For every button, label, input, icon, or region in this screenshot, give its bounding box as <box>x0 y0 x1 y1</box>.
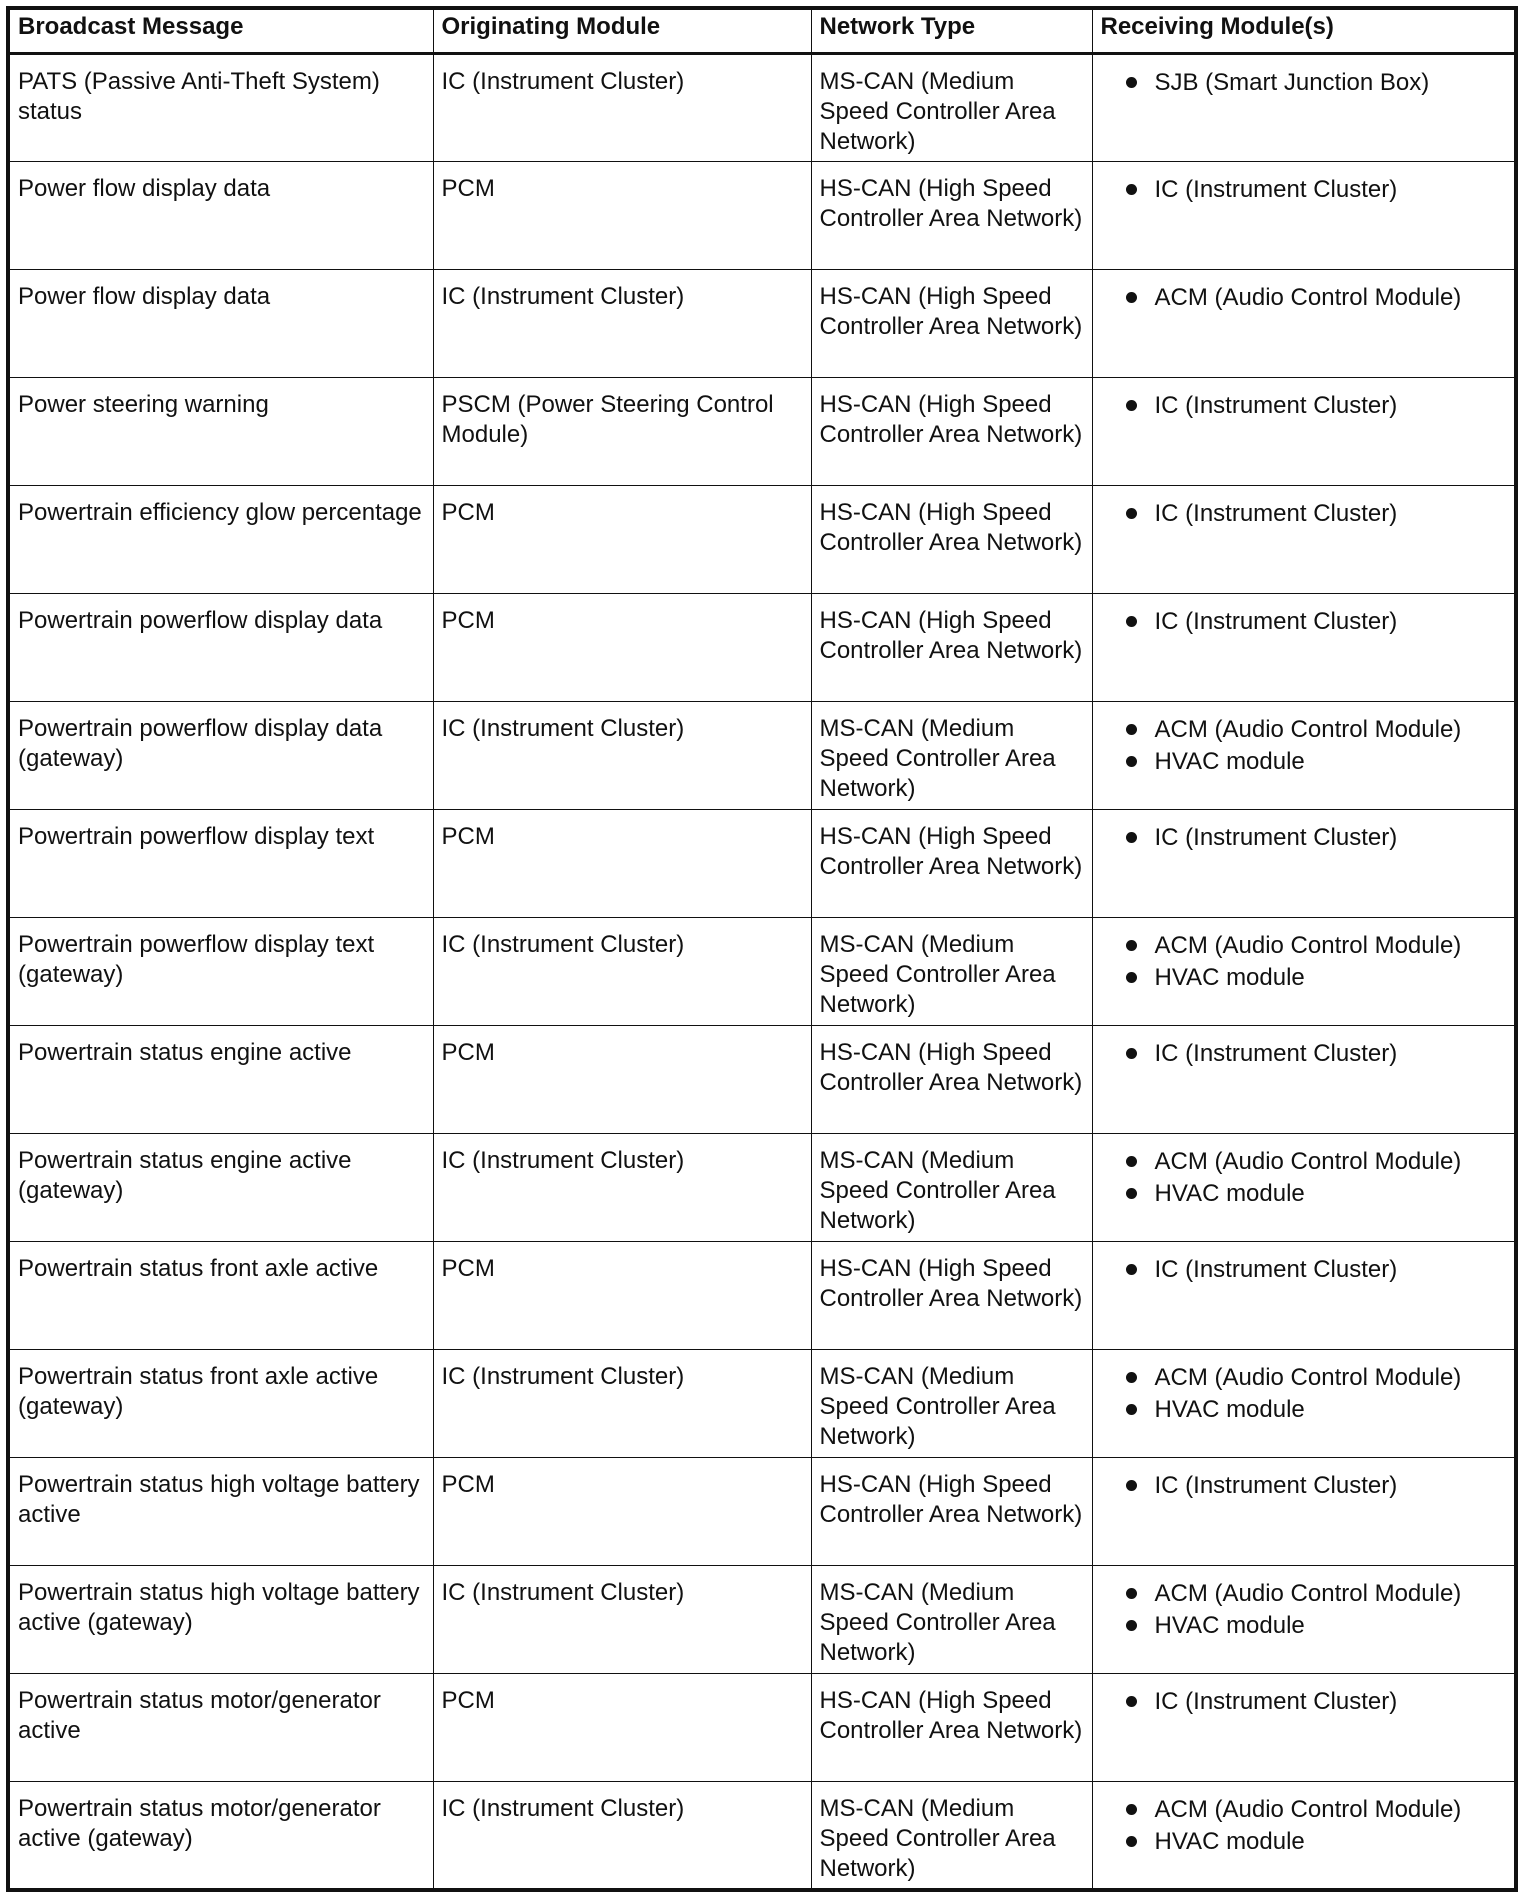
header-originating-module: Originating Module <box>433 8 811 54</box>
cell-broadcast-message: Power flow display data <box>8 162 433 270</box>
cell-broadcast-message: Powertrain status engine active <box>8 1026 433 1134</box>
cell-network-type: HS-CAN (High Speed Controller Area Network) <box>811 1674 1092 1782</box>
cell-network-type: HS-CAN (High Speed Controller Area Network) <box>811 162 1092 270</box>
table-row <box>8 162 1516 270</box>
receiver-list <box>1101 1578 1507 1642</box>
table-header-row <box>8 8 1516 54</box>
cell-broadcast-message: PATS (Passive Anti-Theft System) status <box>8 54 433 162</box>
receiver-item: ACM (Audio Control Module) <box>1123 1578 1507 1610</box>
cell-receiving-modules <box>1092 270 1516 378</box>
cell-receiving-modules <box>1092 1026 1516 1134</box>
receiver-item: IC (Instrument Cluster) <box>1123 606 1507 638</box>
cell-receiving-modules <box>1092 918 1516 1026</box>
cell-originating-module: PCM <box>433 810 811 918</box>
cell-originating-module: PCM <box>433 1674 811 1782</box>
receiver-list <box>1101 606 1507 638</box>
cell-originating-module: IC (Instrument Cluster) <box>433 1350 811 1458</box>
cell-broadcast-message: Powertrain status high voltage battery active (gateway) <box>8 1566 433 1674</box>
receiver-item: ACM (Audio Control Module) <box>1123 1794 1507 1826</box>
receiver-list <box>1101 822 1507 854</box>
cell-originating-module: PCM <box>433 594 811 702</box>
cell-broadcast-message: Powertrain efficiency glow percentage <box>8 486 433 594</box>
cell-network-type: HS-CAN (High Speed Controller Area Network) <box>811 1458 1092 1566</box>
table-row <box>8 1242 1516 1350</box>
receiver-item: HVAC module <box>1123 746 1507 778</box>
receiver-list <box>1101 1038 1507 1070</box>
table-row <box>8 1782 1516 1890</box>
cell-network-type: MS-CAN (Medium Speed Controller Area Network) <box>811 1566 1092 1674</box>
cell-originating-module: PCM <box>433 1026 811 1134</box>
cell-network-type: HS-CAN (High Speed Controller Area Network) <box>811 378 1092 486</box>
cell-originating-module: PCM <box>433 1242 811 1350</box>
cell-receiving-modules <box>1092 378 1516 486</box>
table-row <box>8 918 1516 1026</box>
cell-originating-module: PCM <box>433 1458 811 1566</box>
cell-broadcast-message: Powertrain status motor/generator active (gateway) <box>8 1782 433 1890</box>
cell-broadcast-message: Powertrain powerflow display text <box>8 810 433 918</box>
cell-network-type: HS-CAN (High Speed Controller Area Network) <box>811 486 1092 594</box>
receiver-item: IC (Instrument Cluster) <box>1123 1254 1507 1286</box>
receiver-list <box>1101 1686 1507 1718</box>
cell-receiving-modules <box>1092 594 1516 702</box>
receiver-item: ACM (Audio Control Module) <box>1123 1362 1507 1394</box>
cell-receiving-modules <box>1092 1458 1516 1566</box>
cell-receiving-modules <box>1092 810 1516 918</box>
cell-originating-module: IC (Instrument Cluster) <box>433 1566 811 1674</box>
cell-originating-module: PCM <box>433 486 811 594</box>
receiver-item: ACM (Audio Control Module) <box>1123 930 1507 962</box>
cell-originating-module: IC (Instrument Cluster) <box>433 702 811 810</box>
receiver-list <box>1101 174 1507 206</box>
cell-receiving-modules <box>1092 1134 1516 1242</box>
cell-broadcast-message: Powertrain powerflow display data <box>8 594 433 702</box>
receiver-list <box>1101 1362 1507 1426</box>
cell-broadcast-message: Powertrain status front axle active <box>8 1242 433 1350</box>
receiver-item: IC (Instrument Cluster) <box>1123 1470 1507 1502</box>
cell-broadcast-message: Powertrain status high voltage battery active <box>8 1458 433 1566</box>
cell-originating-module: IC (Instrument Cluster) <box>433 1782 811 1890</box>
cell-network-type: HS-CAN (High Speed Controller Area Network) <box>811 270 1092 378</box>
receiver-item: HVAC module <box>1123 1178 1507 1210</box>
broadcast-message-table <box>6 6 1518 1892</box>
table-row <box>8 594 1516 702</box>
cell-originating-module: IC (Instrument Cluster) <box>433 270 811 378</box>
receiver-list <box>1101 1794 1507 1858</box>
receiver-item: ACM (Audio Control Module) <box>1123 282 1507 314</box>
table-row <box>8 270 1516 378</box>
cell-originating-module: PCM <box>433 162 811 270</box>
cell-receiving-modules <box>1092 1674 1516 1782</box>
cell-broadcast-message: Powertrain powerflow display data (gateway) <box>8 702 433 810</box>
cell-broadcast-message: Powertrain status front axle active (gateway) <box>8 1350 433 1458</box>
table-row <box>8 1674 1516 1782</box>
header-broadcast-message: Broadcast Message <box>8 8 433 54</box>
header-receiving-modules: Receiving Module(s) <box>1092 8 1516 54</box>
receiver-item: IC (Instrument Cluster) <box>1123 822 1507 854</box>
receiver-item: IC (Instrument Cluster) <box>1123 498 1507 530</box>
cell-originating-module: IC (Instrument Cluster) <box>433 54 811 162</box>
cell-receiving-modules <box>1092 1242 1516 1350</box>
cell-receiving-modules <box>1092 486 1516 594</box>
cell-receiving-modules <box>1092 1566 1516 1674</box>
receiver-item: SJB (Smart Junction Box) <box>1123 67 1507 99</box>
cell-network-type: MS-CAN (Medium Speed Controller Area Network) <box>811 702 1092 810</box>
receiver-item: IC (Instrument Cluster) <box>1123 1686 1507 1718</box>
table-row <box>8 486 1516 594</box>
cell-broadcast-message: Powertrain status engine active (gateway) <box>8 1134 433 1242</box>
cell-receiving-modules <box>1092 54 1516 162</box>
receiver-item: IC (Instrument Cluster) <box>1123 174 1507 206</box>
cell-network-type: HS-CAN (High Speed Controller Area Network) <box>811 1026 1092 1134</box>
receiver-list <box>1101 1470 1507 1502</box>
table-row <box>8 54 1516 162</box>
table-row <box>8 1566 1516 1674</box>
table-row <box>8 810 1516 918</box>
receiver-list <box>1101 1254 1507 1286</box>
table-row <box>8 378 1516 486</box>
table-row <box>8 1350 1516 1458</box>
receiver-item: HVAC module <box>1123 1610 1507 1642</box>
table-body <box>8 54 1516 1890</box>
header-network-type: Network Type <box>811 8 1092 54</box>
cell-network-type: MS-CAN (Medium Speed Controller Area Network) <box>811 1782 1092 1890</box>
receiver-item: HVAC module <box>1123 1826 1507 1858</box>
table-row <box>8 1458 1516 1566</box>
cell-network-type: HS-CAN (High Speed Controller Area Network) <box>811 810 1092 918</box>
receiver-list <box>1101 930 1507 994</box>
receiver-item: HVAC module <box>1123 962 1507 994</box>
cell-network-type: MS-CAN (Medium Speed Controller Area Network) <box>811 1134 1092 1242</box>
receiver-item: ACM (Audio Control Module) <box>1123 714 1507 746</box>
cell-originating-module: PSCM (Power Steering Control Module) <box>433 378 811 486</box>
receiver-item: IC (Instrument Cluster) <box>1123 1038 1507 1070</box>
cell-broadcast-message: Power steering warning <box>8 378 433 486</box>
cell-network-type: MS-CAN (Medium Speed Controller Area Network) <box>811 54 1092 162</box>
cell-broadcast-message: Power flow display data <box>8 270 433 378</box>
cell-network-type: HS-CAN (High Speed Controller Area Network) <box>811 594 1092 702</box>
receiver-list <box>1101 714 1507 778</box>
table-row <box>8 1026 1516 1134</box>
cell-originating-module: IC (Instrument Cluster) <box>433 1134 811 1242</box>
receiver-list <box>1101 390 1507 422</box>
receiver-item: HVAC module <box>1123 1394 1507 1426</box>
receiver-list <box>1101 67 1507 99</box>
cell-receiving-modules <box>1092 162 1516 270</box>
receiver-list <box>1101 1146 1507 1210</box>
cell-network-type: MS-CAN (Medium Speed Controller Area Network) <box>811 918 1092 1026</box>
cell-network-type: HS-CAN (High Speed Controller Area Network) <box>811 1242 1092 1350</box>
cell-receiving-modules <box>1092 1350 1516 1458</box>
cell-originating-module: IC (Instrument Cluster) <box>433 918 811 1026</box>
receiver-list <box>1101 498 1507 530</box>
receiver-list <box>1101 282 1507 314</box>
receiver-item: ACM (Audio Control Module) <box>1123 1146 1507 1178</box>
cell-broadcast-message: Powertrain status motor/generator active <box>8 1674 433 1782</box>
table-row <box>8 702 1516 810</box>
table-row <box>8 1134 1516 1242</box>
cell-network-type: MS-CAN (Medium Speed Controller Area Network) <box>811 1350 1092 1458</box>
receiver-item: IC (Instrument Cluster) <box>1123 390 1507 422</box>
cell-broadcast-message: Powertrain powerflow display text (gateway) <box>8 918 433 1026</box>
cell-receiving-modules <box>1092 1782 1516 1890</box>
cell-receiving-modules <box>1092 702 1516 810</box>
